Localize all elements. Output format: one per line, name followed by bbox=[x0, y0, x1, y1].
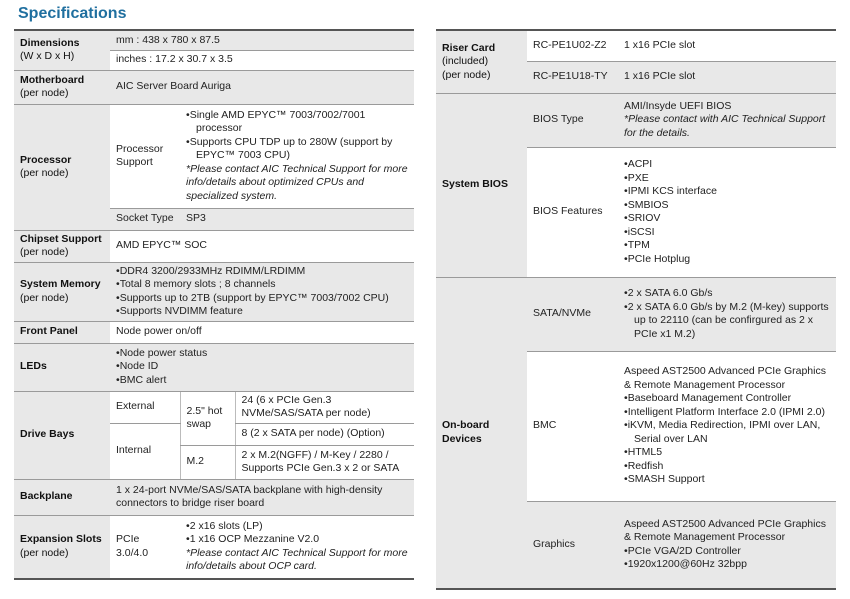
bios-label: System BIOS bbox=[436, 93, 527, 277]
expansion-bus: PCIe 3.0/4.0 bbox=[110, 515, 180, 579]
riser-model-1: RC-PE1U02-Z2 bbox=[527, 30, 618, 61]
socket-type-label: Socket Type bbox=[110, 208, 180, 230]
motherboard-value: AIC Server Board Auriga bbox=[110, 70, 414, 104]
sata-value: • 2 x SATA 6.0 Gb/s • 2 x SATA 6.0 Gb/s by M.2 (M-key) supports up to 22110 (can be confirgured as 2 x PCIe x1 M.2) bbox=[618, 277, 836, 351]
backplane-value: 1 x 24-port NVMe/SAS/SATA backplane with high-density connectors to bridge riser board bbox=[110, 479, 414, 515]
socket-type-value: SP3 bbox=[180, 208, 414, 230]
front-panel-label: Front Panel bbox=[14, 321, 110, 343]
riser-value-1: 1 x16 PCIe slot bbox=[618, 30, 836, 61]
bmc-value: Aspeed AST2500 Advanced PCIe Graphics & Remote Management Processor • Baseboard Management Controller • Intelligent Platform Interface 2.0 (IPMI 2.0) • iKVM, Media Redirection, IPMI over LAN, Serial over LAN • HTML5 • Redfish • SMASH Support bbox=[618, 351, 836, 501]
expansion-value: • 2 x16 slots (LP) • 1 x16 OCP Mezzanine V2.0 *Please contact AIC Technical Support for more info/details about OCP card. bbox=[180, 515, 414, 579]
drive-internal-value: 8 (2 x SATA per node) (Option) bbox=[235, 423, 414, 445]
sata-label: SATA/NVMe bbox=[527, 277, 618, 351]
graphics-label: Graphics bbox=[527, 501, 618, 589]
drive-external-value: 24 (6 x PCIe Gen.3 NVMe/SAS/SATA per node) bbox=[235, 391, 414, 423]
bios-features-label: BIOS Features bbox=[527, 147, 618, 277]
processor-label: Processor (per node) bbox=[14, 104, 110, 230]
riser-model-2: RC-PE1U18-TY bbox=[527, 61, 618, 93]
memory-value: • DDR4 3200/2933MHz RDIMM/LRDIMM • Total 8 memory slots ; 8 channels • Supports up to 2TB (support by EPYC™ 7003/7002 CPU) • Supports NVDIMM feature bbox=[110, 262, 414, 321]
expansion-label: Expansion Slots (per node) bbox=[14, 515, 110, 579]
graphics-value: Aspeed AST2500 Advanced PCIe Graphics & Remote Management Processor • PCIe VGA/2D Controller • 1920x1200@60Hz 32bpp bbox=[618, 501, 836, 589]
drive-bays-label: Drive Bays bbox=[14, 391, 110, 479]
drive-external-label: External bbox=[110, 391, 180, 423]
drive-m2-label: M.2 bbox=[180, 445, 235, 479]
front-panel-value: Node power on/off bbox=[110, 321, 414, 343]
chipset-value: AMD EPYC™ SOC bbox=[110, 230, 414, 262]
spec-table-right bbox=[436, 29, 836, 590]
riser-value-2: 1 x16 PCIe slot bbox=[618, 61, 836, 93]
leds-label: LEDs bbox=[14, 343, 110, 391]
processor-support-label: Processor Support bbox=[110, 104, 180, 208]
page-title: Specifications bbox=[18, 5, 127, 22]
bmc-label: BMC bbox=[527, 351, 618, 501]
riser-label: Riser Card (included) (per node) bbox=[436, 30, 527, 93]
backplane-label: Backplane bbox=[14, 479, 110, 515]
memory-label: System Memory (per node) bbox=[14, 262, 110, 321]
processor-support-value: • Single AMD EPYC™ 7003/7002/7001 processor • Supports CPU TDP up to 280W (support by EPYC™ 7003 CPU) *Please contact AIC Technical Support for more info/details about optimized CPUs and specialized system. bbox=[180, 104, 414, 208]
spec-table-left bbox=[14, 29, 414, 580]
bios-type-label: BIOS Type bbox=[527, 93, 618, 147]
drive-m2-value: 2 x M.2(NGFF) / M-Key / 2280 / Supports PCIe Gen.3 x 2 or SATA bbox=[235, 445, 414, 479]
bios-type-value: AMI/Insyde UEFI BIOS *Please contact with AIC Technical Support for the details. bbox=[618, 93, 836, 147]
dimensions-mm: mm : 438 x 780 x 87.5 bbox=[110, 30, 414, 50]
leds-value: • Node power status • Node ID • BMC alert bbox=[110, 343, 414, 391]
dimensions-inches: inches : 17.2 x 30.7 x 3.5 bbox=[110, 50, 414, 70]
drive-hotswap-label: 2.5" hot swap bbox=[180, 391, 235, 445]
dimensions-label: Dimensions (W x D x H) bbox=[14, 30, 110, 70]
drive-internal-label: Internal bbox=[110, 423, 180, 479]
onboard-label: On-board Devices bbox=[436, 277, 527, 589]
motherboard-label: Motherboard (per node) bbox=[14, 70, 110, 104]
chipset-label: Chipset Support (per node) bbox=[14, 230, 110, 262]
bios-features-value: • ACPI • PXE • IPMI KCS interface • SMBIOS • SRIOV • iSCSI • TPM • PCIe Hotplug bbox=[618, 147, 836, 277]
